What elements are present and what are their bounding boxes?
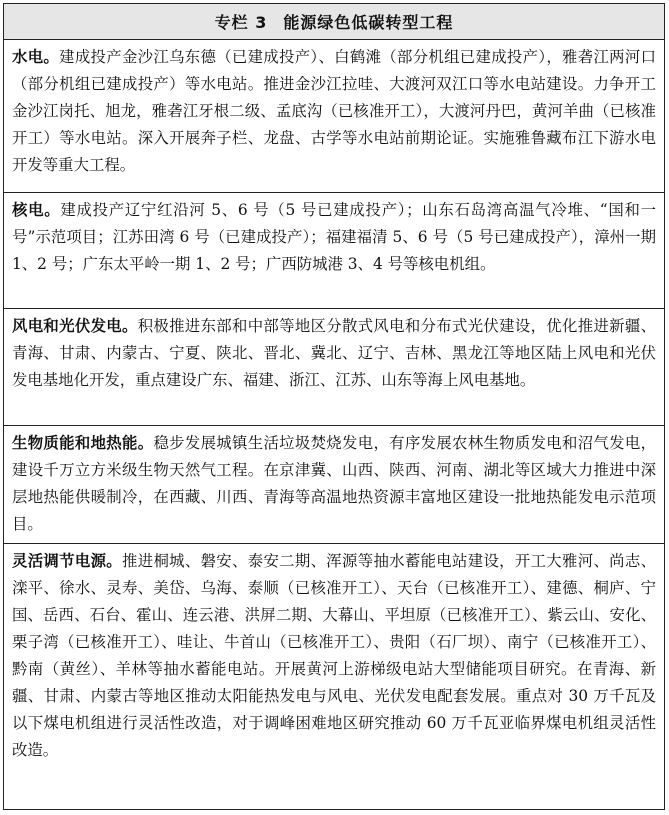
section-body: 建成投产辽宁红沿河 5、6 号（5 号已建成投产）；山东石岛湾高温气冷堆、“国和一号”示范项目；江苏田湾 6 号（已建成投产）；福建福清 5、6 号（5 号已建成投产），漳州一期 1、2 号；广东太平岭一期 1、2 号；广西防城港 3、4 号等核电机组。 <box>12 201 656 273</box>
section-biomass-geothermal <box>4 426 664 544</box>
section-hydropower <box>4 40 664 193</box>
section-heading: 生物质能和地热能。 <box>12 434 154 452</box>
feature-box-title-text: 能源绿色低碳转型工程 <box>283 13 454 32</box>
section-wind-solar <box>4 309 664 426</box>
feature-box <box>3 3 665 810</box>
section-body: 推进桐城、磐安、泰安二期、浑源等抽水蓄能电站建设，开工大雅河、尚志、滦平、徐水、灵寿、美岱、乌海、泰顺（已核准开工）、天台（已核准开工）、建德、桐庐、宁国、岳西、石台、霍山、连云港、洪屏二期、大幕山、平坦原（已核准开工）、紫云山、安化、栗子湾（已核准开工）、哇让、牛首山（已核准开工）、贵阳（石厂坝）、南宁（已核准开工）、黔南（黄丝）、羊林等抽水蓄能电站。开展黄河上游梯级电站大型储能项目研究。在青海、新疆、甘肃、内蒙古等地区推动太阳能热发电与风电、光伏发电配套发展。重点对 30 万千瓦及以下煤电机组进行灵活性改造，对于调峰困难地区研究推动 60 万千瓦亚临界煤电机组灵活性改造。 <box>12 552 656 759</box>
section-heading: 灵活调节电源。 <box>12 552 123 570</box>
section-body: 建成投产金沙江乌东德（已建成投产）、白鹤滩（部分机组已建成投产），雅砻江两河口（部分机组已建成投产）等水电站。推进金沙江拉哇、大渡河双江口等水电站建设。力争开工金沙江岗托、旭龙，雅砻江牙根二级、孟底沟（已核准开工），大渡河丹巴，黄河羊曲（已核准开工）等水电站。深入开展奔子栏、龙盘、古学等水电站前期论证。实施雅鲁藏布江下游水电开发等重大工程。 <box>12 48 656 174</box>
section-heading: 水电。 <box>12 48 60 66</box>
section-body: 稳步发展城镇生活垃圾焚烧发电，有序发展农林生物质发电和沼气发电，建设千万立方米级生物天然气工程。在京津冀、山西、陕西、河南、湖北等区域大力推进中深层地热能供暖制冷，在西藏、川西、青海等高温地热资源丰富地区建设一批地热能发电示范项目。 <box>12 434 656 533</box>
section-heading: 核电。 <box>12 201 61 219</box>
feature-box-title <box>4 4 664 40</box>
feature-box-number: 专栏 3 <box>214 13 268 32</box>
section-body: 积极推进东部和中部等地区分散式风电和分布式光伏建设，优化推进新疆、青海、甘肃、内蒙古、宁夏、陕北、晋北、冀北、辽宁、吉林、黑龙江等地区陆上风电和光伏发电基地化开发，重点建设广东、福建、浙江、江苏、山东等海上风电基地。 <box>12 317 656 389</box>
section-nuclear <box>4 193 664 309</box>
section-heading: 风电和光伏发电。 <box>12 317 138 335</box>
section-flexible-power <box>4 544 664 809</box>
